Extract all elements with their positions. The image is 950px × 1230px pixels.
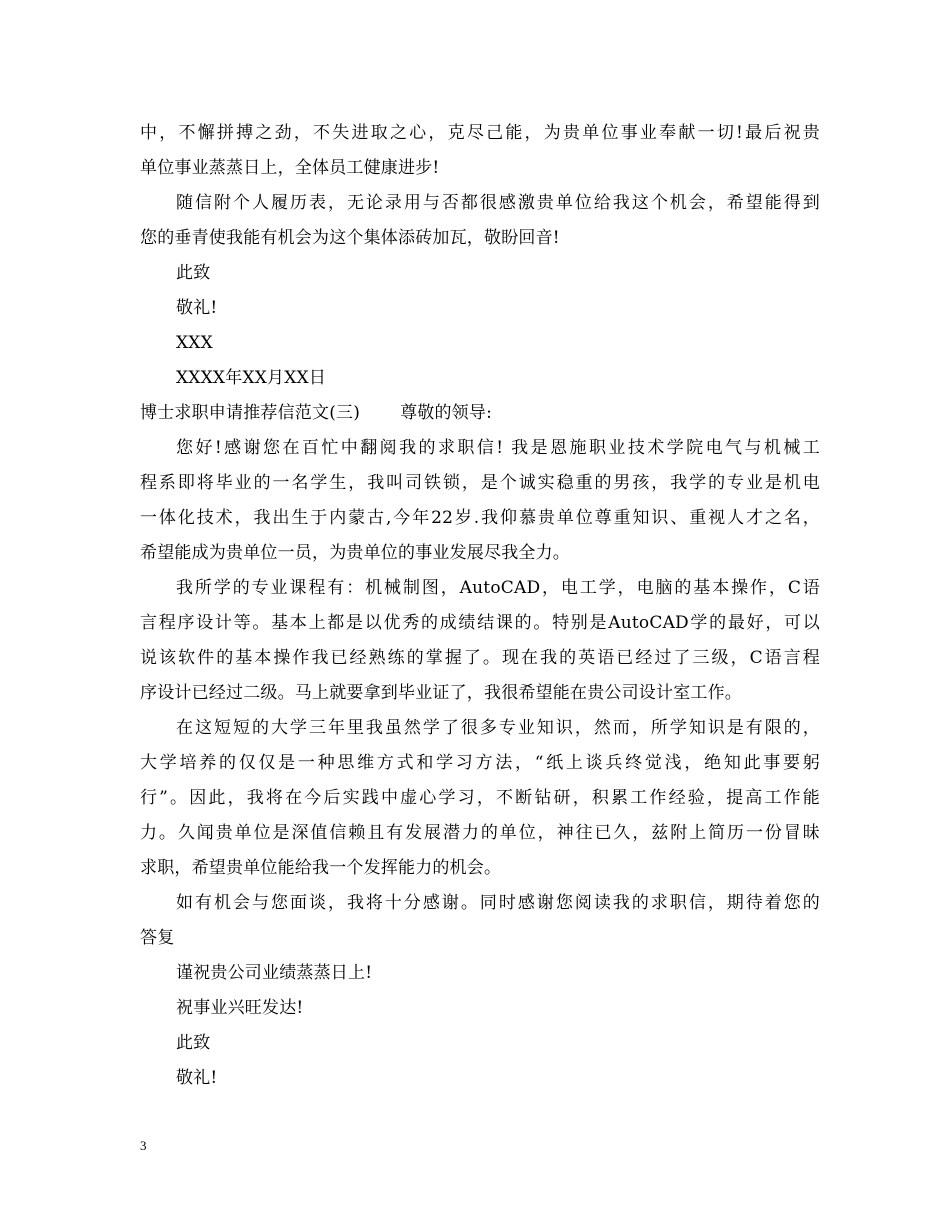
text-line: 您的垂青使我能有机会为这个集体添砖加瓦，敬盼回音! xyxy=(140,228,560,248)
section-title: 博士求职申请推荐信范文(三) xyxy=(140,403,361,423)
closing-salutation: 此致 xyxy=(176,263,211,283)
text-line: 中，不懈拼搏之劲，不失进取之心，克尽己能，为贵单位事业奉献一切!最后祝贵 xyxy=(140,123,820,143)
page-number: 3 xyxy=(140,1138,147,1153)
signature-date: XXXX年XX月XX日 xyxy=(176,368,327,388)
text-line: 求职，希望贵单位能给我一个发挥能力的机会。 xyxy=(140,858,502,878)
wish-line: 谨祝贵公司业绩蒸蒸日上! xyxy=(176,963,373,983)
text-line: 说该软件的基本操作我已经熟练的掌握了。现在我的英语已经过了三级，C语言程 xyxy=(140,648,820,668)
text-line: 程系即将毕业的一名学生，我叫司铁锁，是个诚实稳重的男孩，我学的专业是机电 xyxy=(140,473,820,493)
signature-name: XXX xyxy=(176,333,213,353)
greeting: 尊敬的领导: xyxy=(400,403,493,423)
closing-regards: 敬礼! xyxy=(176,1068,218,1088)
text-line: 单位事业蒸蒸日上，全体员工健康进步! xyxy=(140,158,440,178)
text-line: 序设计已经过二级。马上就要拿到毕业证了，我很希望能在贵公司设计室工作。 xyxy=(140,683,742,703)
text-line: 行”。因此，我将在今后实践中虚心学习，不断钻研，积累工作经验，提高工作能 xyxy=(140,788,820,808)
text-line: 一体化技术，我出生于内蒙古,今年22岁.我仰慕贵单位尊重知识、重视人才之名， xyxy=(140,508,820,528)
text-line: 我所学的专业课程有：机械制图，AutoCAD，电工学，电脑的基本操作，C语 xyxy=(176,578,820,598)
text-line: 您好!感谢您在百忙中翻阅我的求职信! 我是恩施职业技术学院电气与机械工 xyxy=(176,438,820,458)
text-line: 言程序设计等。基本上都是以优秀的成绩结课的。特别是AutoCAD学的最好，可以 xyxy=(140,613,820,633)
text-line: 答复 xyxy=(140,928,175,948)
document-body xyxy=(140,116,820,1096)
wish-line: 祝事业兴旺发达! xyxy=(176,998,304,1018)
text-line: 随信附个人履历表，无论录用与否都很感激贵单位给我这个机会，希望能得到 xyxy=(176,193,820,213)
text-line: 希望能成为贵单位一员，为贵单位的事业发展尽我全力。 xyxy=(140,543,570,563)
text-line: 大学培养的仅仅是一种思维方式和学习方法，“纸上谈兵终觉浅，绝知此事要躬 xyxy=(140,753,820,773)
closing-regards: 敬礼! xyxy=(176,298,218,318)
text-line: 力。久闻贵单位是深值信赖且有发展潜力的单位，神往已久，兹附上简历一份冒昧 xyxy=(140,823,820,843)
closing-salutation: 此致 xyxy=(176,1033,211,1053)
text-line: 如有机会与您面谈，我将十分感谢。同时感谢您阅读我的求职信，期待着您的 xyxy=(176,893,820,913)
text-line: 在这短短的大学三年里我虽然学了很多专业知识，然而，所学知识是有限的， xyxy=(176,718,820,738)
section-heading-line xyxy=(140,396,820,431)
